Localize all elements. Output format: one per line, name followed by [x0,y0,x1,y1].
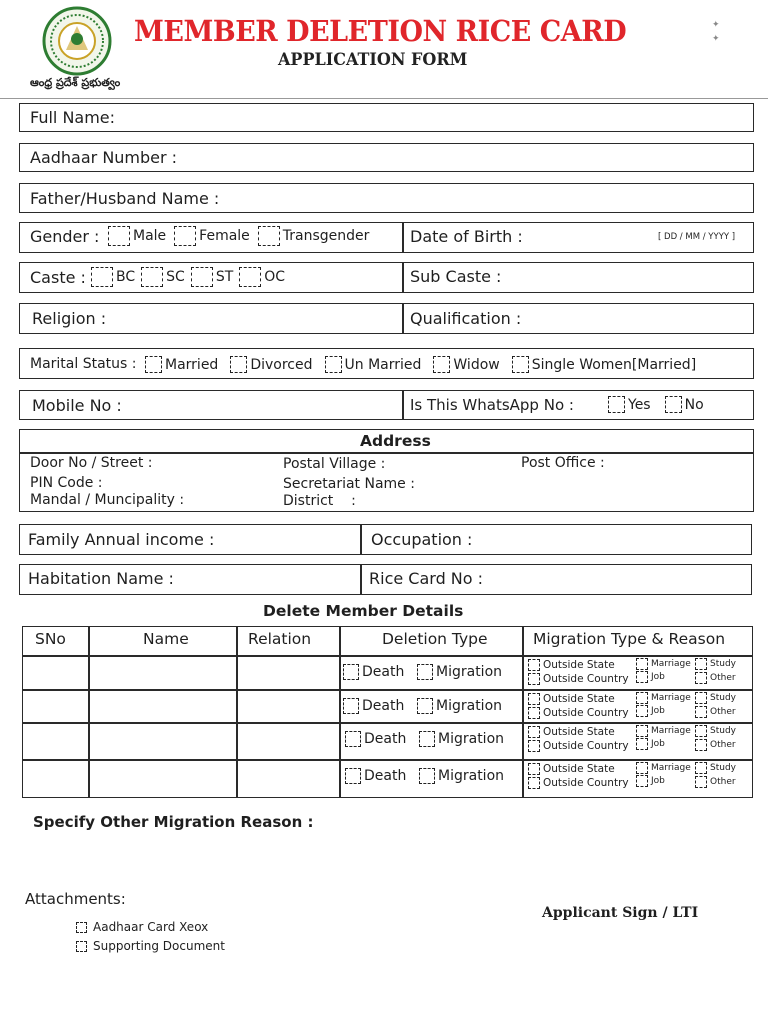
deletion-death-option[interactable] [343,664,404,680]
gender-label: Gender : [30,227,100,246]
option-label: Migration [436,664,503,680]
delete-member-title: Delete Member Details [263,602,464,620]
checkbox[interactable] [636,692,648,704]
whatsapp-options [608,396,712,413]
checkbox[interactable] [636,725,648,737]
pin-code-label[interactable]: PIN Code : [30,475,103,491]
checkbox[interactable] [636,671,648,683]
option-label: Widow [453,356,500,373]
caste-options [91,267,293,287]
checkbox[interactable] [419,731,435,747]
row-divider [402,303,404,334]
option-label: Outside Country [543,777,629,789]
option-label: Transgender [282,228,370,244]
option-label: Outside Country [543,673,629,685]
reason-other[interactable] [695,705,736,719]
caste-st-option[interactable] [191,267,233,287]
checkbox[interactable] [665,396,682,413]
deletion-migration-option[interactable] [419,731,504,747]
checkbox[interactable] [141,267,163,287]
option-label: Study [710,659,736,669]
gender-options [108,226,377,246]
option-label: Other [710,777,736,787]
checkbox[interactable] [636,658,648,670]
specify-other-reason-label: Specify Other Migration Reason : [33,813,314,831]
religion-row [19,303,754,334]
mobile-label: Mobile No : [32,396,122,415]
deletion-migration-option[interactable] [419,768,504,784]
row-divider [402,390,404,420]
option-label: Other [710,740,736,750]
header-deletion-type: Deletion Type [382,630,488,648]
option-label: Job [651,672,665,682]
secretariat-label[interactable]: Secretariat Name : [283,476,415,492]
option-label: Outside State [543,693,615,705]
option-label: Marriage [651,763,691,773]
deletion-migration-option[interactable] [417,664,502,680]
checkbox[interactable] [91,267,113,287]
mandal-label[interactable]: Mandal / Muncipality : [30,492,185,508]
migration-outside-country[interactable] [528,672,629,686]
reason-marriage[interactable] [636,724,691,738]
caste-bc-option[interactable] [91,267,135,287]
option-label: Migration [438,768,505,784]
reason-job[interactable] [636,704,665,718]
marital-divorced-option[interactable] [230,356,312,373]
checkbox[interactable] [419,768,435,784]
checkbox[interactable] [528,693,540,705]
option-label: Married [165,356,219,373]
caste-sc-option[interactable] [141,267,185,287]
post-office-label[interactable]: Post Office : [521,455,605,471]
checkbox[interactable] [343,698,359,714]
checkbox[interactable] [695,692,707,704]
address-title-divider [19,452,754,454]
checkbox[interactable] [174,226,196,246]
dob-format: [ DD / MM / YYYY ] [658,232,736,242]
migration-outside-state[interactable] [528,658,615,672]
option-label: Death [362,698,405,714]
checkbox[interactable] [345,731,361,747]
reason-marriage[interactable] [636,691,691,705]
checkbox[interactable] [512,356,529,373]
option-label: BC [116,269,136,285]
option-label: Job [651,706,665,716]
checkbox[interactable] [528,740,540,752]
reason-job[interactable] [636,774,665,788]
marital-widow-option[interactable] [433,356,499,373]
option-label: OC [264,269,286,285]
checkbox[interactable] [433,356,450,373]
reason-study[interactable] [695,691,736,705]
checkbox[interactable] [230,356,247,373]
marital-unmarried-option[interactable] [325,356,422,373]
govt-text: ఆంధ్ర ప్రదేశ్ ప్రభుత్వం [30,76,121,89]
whatsapp-yes-option[interactable] [608,396,651,413]
header-name: Name [143,630,189,648]
checkbox[interactable] [695,725,707,737]
checkbox[interactable] [695,762,707,774]
option-label: Un Married [344,356,422,373]
checkbox[interactable] [343,664,359,680]
full-name-label: Full Name: [30,108,116,127]
option-label: Yes [628,396,651,413]
checkbox[interactable] [145,356,162,373]
caste-oc-option[interactable] [239,267,285,287]
reason-job[interactable] [636,737,665,751]
checkbox[interactable] [258,226,280,246]
father-husband-label: Father/Husband Name : [30,189,220,208]
dob-label: Date of Birth : [410,227,523,246]
checkbox[interactable] [528,673,540,685]
reason-other[interactable] [695,775,736,789]
option-label: Death [362,664,405,680]
table-row [22,657,753,689]
option-label: Marriage [651,693,691,703]
migration-outside-state[interactable] [528,762,615,776]
address-title: Address [360,432,431,450]
migration-outside-country[interactable] [528,739,629,753]
reason-study[interactable] [695,761,736,775]
table-row [22,724,753,756]
option-label: Outside Country [543,707,629,719]
option-label: Study [710,726,736,736]
marital-status-label: Marital Status : [30,356,137,372]
checkbox[interactable] [636,775,648,787]
option-label: Death [364,731,407,747]
table-row [22,761,753,793]
checkbox[interactable] [528,707,540,719]
option-label: Job [651,776,665,786]
option-label: Migration [436,698,503,714]
deletion-death-option[interactable] [345,768,406,784]
reason-job[interactable] [636,670,665,684]
option-label: Male [133,228,167,244]
option-label: SC [166,269,185,285]
checkbox[interactable] [76,941,87,952]
whatsapp-label: Is This WhatsApp No : [410,396,574,414]
attachment-aadhaar[interactable] [76,920,208,934]
reason-study[interactable] [695,657,736,671]
option-label: Outside State [543,763,615,775]
migration-outside-state[interactable] [528,692,615,706]
ap-emblem-logo [42,6,112,76]
aadhaar-label: Aadhaar Number : [30,148,178,167]
gender-female-option[interactable] [174,226,250,246]
option-label: Divorced [250,356,313,373]
sub-caste-label: Sub Caste : [410,267,502,286]
occupation-label: Occupation : [371,530,473,549]
header-sno: SNo [35,630,66,648]
option-label: ST [215,269,234,285]
option-label: Other [710,673,736,683]
checkbox[interactable] [528,659,540,671]
postal-village-label[interactable]: Postal Village : [283,456,386,472]
checkbox[interactable] [191,267,213,287]
deletion-migration-option[interactable] [417,698,502,714]
migration-outside-state[interactable] [528,725,615,739]
option-label: Single Women[Married] [531,356,697,373]
table-row [22,691,753,723]
door-street-label[interactable]: Door No / Street : [30,455,153,471]
deletion-death-option[interactable] [343,698,404,714]
row-divider [402,222,404,253]
marital-married-option[interactable] [145,356,218,373]
page-title: MEMBER DELETION RICE CARD [134,14,627,48]
option-label: Study [710,693,736,703]
checkbox[interactable] [636,738,648,750]
attachments-label: Attachments: [25,890,126,908]
option-label: Outside Country [543,740,629,752]
option-label: Outside State [543,726,615,738]
reason-other[interactable] [695,738,736,752]
applicant-sign-label: Applicant Sign / LTI [542,905,699,921]
migration-outside-country[interactable] [528,776,629,790]
whatsapp-no-option[interactable] [665,396,704,413]
habitation-label: Habitation Name : [28,569,174,588]
page-subtitle: APPLICATION FORM [278,50,468,69]
checkbox[interactable] [76,922,87,933]
row-divider [402,262,404,293]
header-divider [0,98,768,99]
option-label: No [684,396,704,413]
attachment-label: Aadhaar Card Xeox [93,920,209,934]
checkbox[interactable] [325,356,342,373]
option-label: Outside State [543,659,615,671]
full-name-field[interactable] [19,103,754,132]
gender-transgender-option[interactable] [258,226,370,246]
checkbox[interactable] [528,763,540,775]
checkbox[interactable] [695,739,707,751]
checkbox[interactable] [695,776,707,788]
option-label: Migration [438,731,505,747]
qualification-label: Qualification : [410,309,522,328]
marital-options [145,356,696,373]
checkbox[interactable] [608,396,625,413]
reason-marriage[interactable] [636,657,691,671]
checkbox[interactable] [417,664,433,680]
checkbox[interactable] [528,726,540,738]
family-income-label: Family Annual income : [28,530,215,549]
row-divider [360,564,362,595]
header-migration-type: Migration Type & Reason [533,630,726,648]
option-label: Other [710,707,736,717]
rice-card-label: Rice Card No : [369,569,484,588]
checkbox[interactable] [417,698,433,714]
option-label: Marriage [651,659,691,669]
option-label: Marriage [651,726,691,736]
marital-single-women-option[interactable] [512,356,696,373]
corner-marks: ✦ ✦ [712,20,720,44]
district-label[interactable]: District : [283,493,356,509]
reason-other[interactable] [695,671,736,685]
attachment-label: Supporting Document [93,939,225,953]
checkbox[interactable] [345,768,361,784]
checkbox[interactable] [636,705,648,717]
migration-outside-country[interactable] [528,706,629,720]
attachment-supporting-doc[interactable] [76,939,225,953]
checkbox[interactable] [695,706,707,718]
header-relation: Relation [248,630,312,648]
option-label: Female [199,228,250,244]
deletion-death-option[interactable] [345,731,406,747]
option-label: Death [364,768,407,784]
row-divider [360,524,362,555]
checkbox[interactable] [695,672,707,684]
option-label: Study [710,763,736,773]
checkbox[interactable] [695,658,707,670]
caste-label: Caste : [30,268,86,287]
reason-marriage[interactable] [636,761,691,775]
option-label: Job [651,739,665,749]
checkbox[interactable] [636,762,648,774]
religion-label: Religion : [32,309,107,328]
checkbox[interactable] [108,226,130,246]
reason-study[interactable] [695,724,736,738]
gender-male-option[interactable] [108,226,166,246]
checkbox[interactable] [239,267,261,287]
checkbox[interactable] [528,777,540,789]
